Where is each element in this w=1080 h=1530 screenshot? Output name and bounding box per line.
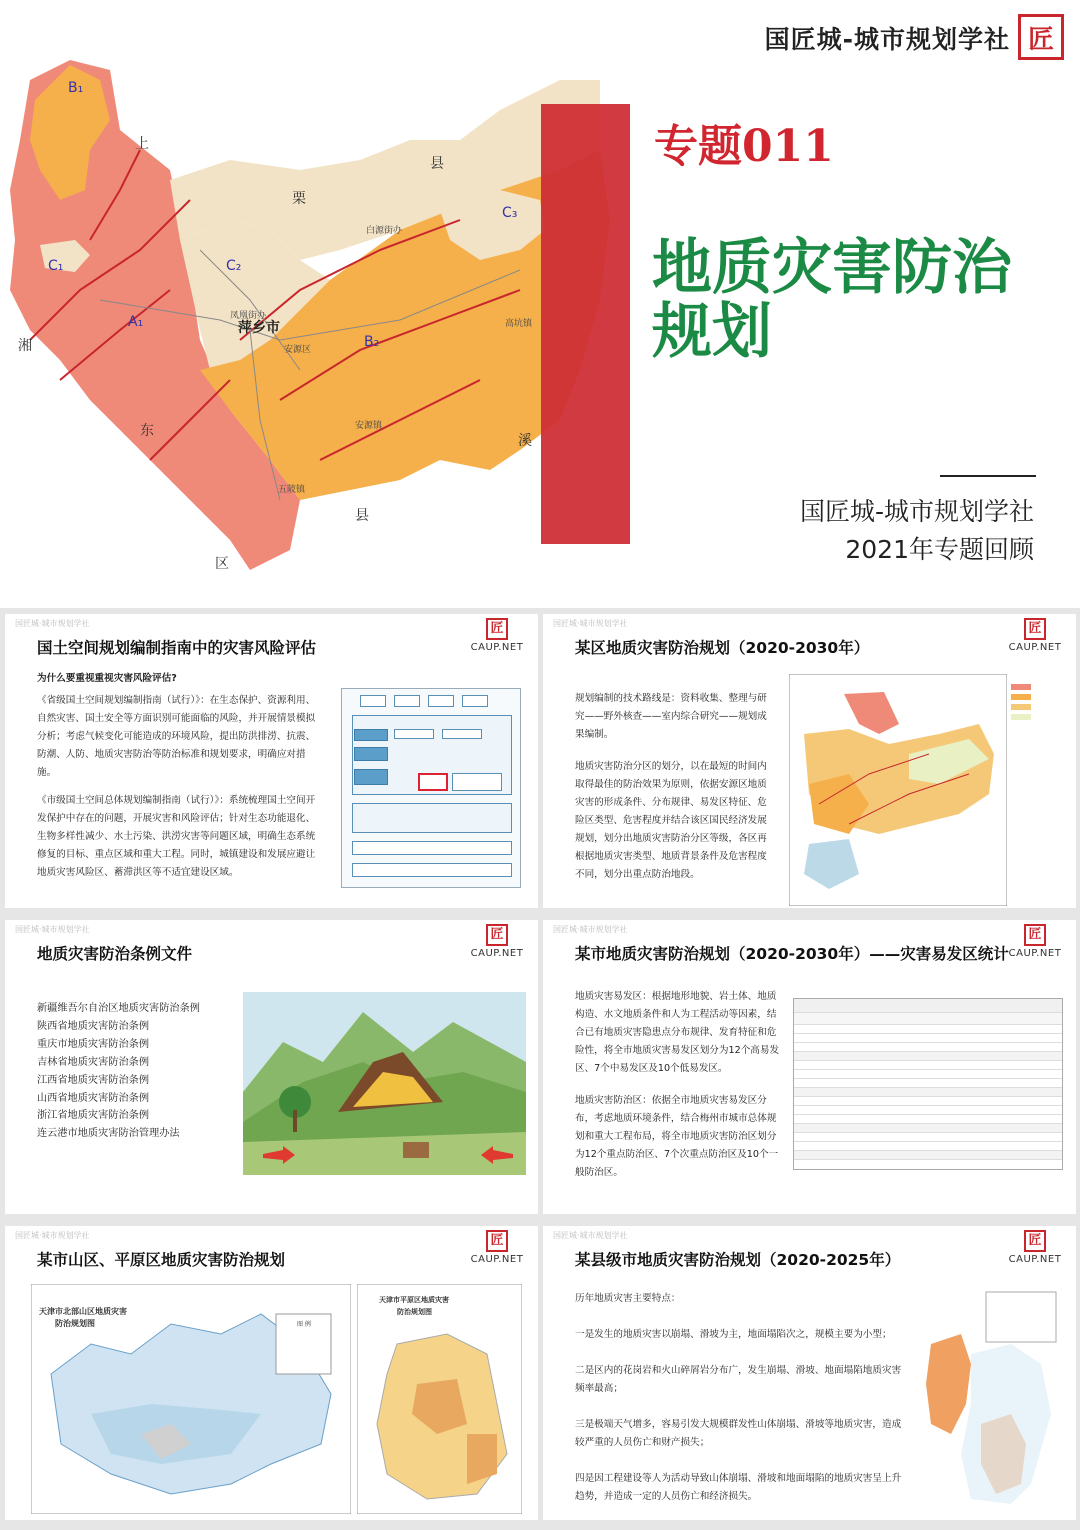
slide-title: 地质灾害防治条例文件 xyxy=(37,945,193,963)
label-xian2: 县 xyxy=(355,508,369,524)
brand-logo xyxy=(1018,14,1064,60)
slide-title: 某县级市地质灾害防治规划（2020-2025年） xyxy=(575,1251,901,1269)
caup-logo xyxy=(470,1230,524,1265)
label-dong: 东 xyxy=(140,423,154,439)
slide-body xyxy=(37,670,321,892)
caup-logo-icon: 匠 xyxy=(1024,618,1046,640)
list-item[interactable]: 陕西省地质灾害防治条例 xyxy=(37,1020,150,1032)
watermark: 国匠城·城市规划学社 xyxy=(553,619,628,628)
list-item[interactable]: 连云港市地质灾害防治管理办法 xyxy=(37,1128,180,1140)
watermark: 国匠城·城市规划学社 xyxy=(553,925,628,934)
label-li: 栗 xyxy=(292,191,306,207)
label-city: 萍乡市 xyxy=(238,320,280,336)
slide-title: 某市地质灾害防治规划（2020-2030年）——灾害易发区统计 xyxy=(575,945,1009,963)
label-xiang: 湘 xyxy=(18,338,32,354)
label-c3: C₃ xyxy=(502,205,518,221)
label-gaokeng: 高坑镇 xyxy=(505,319,533,329)
caup-text: CAUP.NET xyxy=(470,948,524,959)
label-a1: A₁ xyxy=(128,314,144,330)
label-c1: C₁ xyxy=(48,258,64,274)
district-map xyxy=(789,674,1007,906)
legend-title: 图 例 xyxy=(297,1321,311,1328)
slide-body xyxy=(575,988,780,1192)
mapB-title-line2: 防治规划图 xyxy=(397,1308,432,1316)
mapB-title-line1: 天津市平原区地质灾害 xyxy=(379,1296,449,1304)
county-map xyxy=(911,1284,1061,1514)
cover-subtitle-brand: 国匠城-城市规划学社 xyxy=(799,497,1034,526)
paragraph-1: 规划编制的技术路线是：资料收集、整理与研究——野外核查——室内综合研究——规划成果编制。 xyxy=(575,693,767,740)
slide-title: 国土空间规划编制指南中的灾害风险评估 xyxy=(37,639,317,657)
caup-text: CAUP.NET xyxy=(470,642,524,653)
caup-logo xyxy=(1008,1230,1062,1265)
cover-subtitle-review: 2021年专题回顾 xyxy=(845,535,1034,564)
slide-disaster-risk-assessment xyxy=(5,614,538,908)
plain-area-map xyxy=(357,1284,522,1514)
slide-mountain-plain-plan xyxy=(5,1226,538,1520)
question: 为什么要重视重视灾害风险评估? xyxy=(37,673,177,684)
cover-title xyxy=(652,233,1052,367)
slide-regulation-docs xyxy=(5,920,538,1214)
caup-text: CAUP.NET xyxy=(1008,1254,1062,1265)
list-item[interactable]: 浙江省地质灾害防治条例 xyxy=(37,1110,150,1122)
label-b2: B₂ xyxy=(364,334,380,350)
label-xian1: 县 xyxy=(430,156,444,172)
statistics-table xyxy=(793,998,1063,1170)
slide-body xyxy=(575,690,775,894)
paragraph-2: 二是区内的花岗岩和火山碎屑岩分布广，发生崩塌、滑坡、地面塌陷地质灾害频率最高； xyxy=(575,1365,902,1394)
slide-title: 某市山区、平原区地质灾害防治规划 xyxy=(37,1251,286,1269)
caup-text: CAUP.NET xyxy=(1008,948,1062,959)
caup-logo-icon: 匠 xyxy=(1024,924,1046,946)
caup-text: CAUP.NET xyxy=(470,1254,524,1265)
paragraph-1: 《省级国土空间规划编制指南（试行）》：在生态保护、资源利用、自然灾害、国土安全等方面识别可能面临的风险，并开展情景模拟分析；考虑气候变化可能造成的环境风险，提出防洪排涝、抗震、防潮、人防、地质灾害防治等防治标准和规划要求，明确应对措施。 xyxy=(37,695,316,778)
list-item[interactable]: 重庆市地质灾害防治条例 xyxy=(37,1038,150,1050)
watermark: 国匠城·城市规划学社 xyxy=(15,1231,90,1240)
logo-char: 匠 xyxy=(1027,24,1054,55)
slide-title: 某区地质灾害防治规划（2020-2030年） xyxy=(575,639,870,657)
watermark: 国匠城·城市规划学社 xyxy=(15,925,90,934)
cover-title-line2: 规划 xyxy=(652,297,772,367)
label-c2: C₂ xyxy=(226,258,242,274)
cover-title-line1: 地质灾害防治 xyxy=(652,233,1012,303)
landslide-illustration xyxy=(243,992,526,1175)
intro: 历年地质灾害主要特点： xyxy=(575,1293,681,1304)
paragraph-4: 四是因工程建设等人为活动导致山体崩塌、滑坡和地面塌陷的地质灾害呈上升趋势，并造成一定的人员伤亡和经济损失。 xyxy=(575,1473,902,1502)
label-xi: 溪 xyxy=(518,433,532,449)
caup-logo xyxy=(470,924,524,959)
slide-body xyxy=(575,1290,905,1516)
map-legend xyxy=(1011,676,1067,836)
caup-logo-icon: 匠 xyxy=(486,618,508,640)
list-item[interactable]: 江西省地质灾害防治条例 xyxy=(37,1074,150,1086)
slide-county-plan xyxy=(543,1226,1076,1520)
paragraph-3: 三是极端天气增多，容易引发大规模群发性山体崩塌、滑坡等地质灾害，造成较严重的人员伤亡和财产损失； xyxy=(575,1419,902,1448)
mountain-area-map xyxy=(31,1284,351,1514)
label-anyuan-town: 安源镇 xyxy=(355,421,383,431)
label-qu: 区 xyxy=(215,556,229,572)
label-baiyuan: 白源街办 xyxy=(366,226,403,236)
list-item[interactable]: 吉林省地质灾害防治条例 xyxy=(37,1056,150,1068)
divider xyxy=(940,475,1036,477)
topic-number: 专题011 xyxy=(654,121,834,172)
paragraph-1: 一是发生的地质灾害以崩塌、滑坡为主，地面塌陷次之，规模主要为小型； xyxy=(575,1329,892,1340)
paragraph-1: 地质灾害易发区：根据地形地貌、岩土体、地质构造、水文地质条件和人为工程活动等因素，结合已有地质灾害隐患点分布规律、发育特征和危险性，将全市地质灾害易发区划分为12个高易发区、7个中易发区及10个低易发区。 xyxy=(575,991,780,1074)
red-accent-bar xyxy=(541,104,630,544)
slide-district-plan xyxy=(543,614,1076,908)
list-item[interactable]: 新疆维吾尔自治区地质灾害防治条例 xyxy=(37,1003,200,1014)
regulation-list xyxy=(37,1000,200,1143)
label-shang: 上 xyxy=(135,136,149,152)
flowchart-diagram xyxy=(341,688,521,888)
label-fengxing: 凤凰街办 xyxy=(230,311,267,321)
watermark: 国匠城·城市规划学社 xyxy=(553,1231,628,1240)
caup-logo xyxy=(470,618,524,653)
caup-logo-icon: 匠 xyxy=(1024,1230,1046,1252)
mapA-title-line2: 防治规划图 xyxy=(55,1319,95,1328)
list-item[interactable]: 山西省地质灾害防治条例 xyxy=(37,1092,150,1104)
caup-logo-icon: 匠 xyxy=(486,924,508,946)
caup-text: CAUP.NET xyxy=(1008,642,1062,653)
label-anyuan: 安源区 xyxy=(284,345,312,355)
brand-name: 国匠城-城市规划学社 xyxy=(764,25,1010,54)
caup-logo xyxy=(1008,618,1062,653)
cover-slide xyxy=(0,0,1080,608)
caup-logo-icon: 匠 xyxy=(486,1230,508,1252)
watermark: 国匠城·城市规划学社 xyxy=(15,619,90,628)
paragraph-2: 地质灾害防治区：依据全市地质灾害易发区分布，考虑地质环境条件，结合梅州市城市总体规划和重大工程布局，将全市地质灾害防治区划分为12个重点防治区、7个次重点防治区及10个一般防治区。 xyxy=(575,1095,779,1178)
caup-logo xyxy=(1008,924,1062,959)
label-b1: B₁ xyxy=(68,80,84,96)
slide-susceptibility-stats xyxy=(543,920,1076,1214)
mapA-title-line1: 天津市北部山区地质灾害 xyxy=(39,1307,127,1316)
paragraph-2: 地质灾害防治分区的划分，以在最短的时间内取得最佳的防治效果为原则，依据安源区地质灾害的形成条件、分布规律、易发区特征、危险区类型、危害程度并结合该区国民经济发展规划，划分出地质灾害防治分区等级，各区再根据地质灾害类型、地质背景条件及危害程度不同，划分出重点防治地段。 xyxy=(575,761,767,880)
label-wubei: 五陂镇 xyxy=(278,485,306,495)
paragraph-2: 《市级国土空间总体规划编制指南（试行）》：系统梳理国土空间开发保护中存在的问题，开展灾害和风险评估；针对生态功能退化、生物多样性减少、水土污染、洪涝灾害等问题区域，明确生态系统修复的目标、重点区域和重大工程。同时，城镇建设和发展应避让地质灾害风险区、蓄滞洪区等不适宜建设区域。 xyxy=(37,795,316,878)
